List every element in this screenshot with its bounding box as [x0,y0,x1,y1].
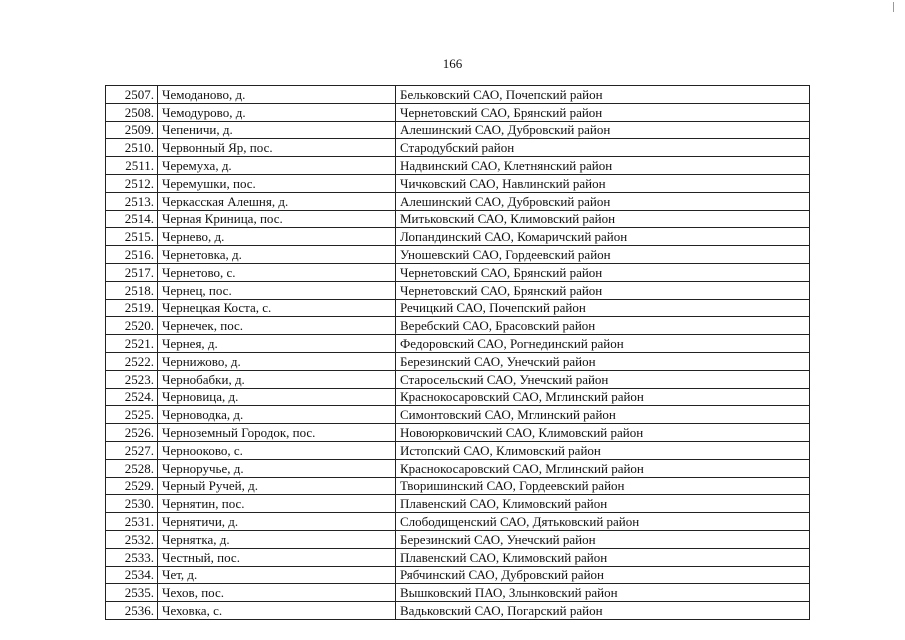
row-number: 2517. [106,263,158,281]
row-number: 2524. [106,388,158,406]
row-number: 2512. [106,174,158,192]
row-number: 2536. [106,602,158,620]
settlement-name: Чепеничи, д. [158,121,396,139]
table-row [106,406,810,424]
table-row [106,299,810,317]
row-number: 2510. [106,139,158,157]
district-name: Плавенский САО, Климовский район [396,495,810,513]
district-name: Уношевский САО, Гордеевский район [396,246,810,264]
row-number: 2520. [106,317,158,335]
row-number: 2515. [106,228,158,246]
settlement-name: Чернечек, пос. [158,317,396,335]
district-name: Алешинский САО, Дубровский район [396,192,810,210]
district-name: Речицкий САО, Почепский район [396,299,810,317]
table-row [106,281,810,299]
settlement-name: Червонный Яр, пос. [158,139,396,157]
district-name: Симонтовский САО, Мглинский район [396,406,810,424]
district-name: Чернетовский САО, Брянский район [396,263,810,281]
district-name: Чичковский САО, Навлинский район [396,174,810,192]
row-number: 2529. [106,477,158,495]
settlement-name: Черемуха, д. [158,157,396,175]
table-row [106,530,810,548]
settlement-name: Чернетово, с. [158,263,396,281]
district-name: Краснокосаровский САО, Мглинский район [396,388,810,406]
settlement-name: Чернобабки, д. [158,370,396,388]
scan-edge-mark [893,2,894,12]
table-row [106,352,810,370]
row-number: 2507. [106,86,158,104]
district-name: Плавенский САО, Климовский район [396,548,810,566]
table-row [106,441,810,459]
row-number: 2511. [106,157,158,175]
settlement-name: Чернея, д. [158,335,396,353]
district-name: Чернетовский САО, Брянский район [396,103,810,121]
settlement-name: Черный Ручей, д. [158,477,396,495]
settlement-name: Черноводка, д. [158,406,396,424]
district-name: Чернетовский САО, Брянский район [396,281,810,299]
district-name: Березинский САО, Унечский район [396,530,810,548]
district-name: Надвинский САО, Клетнянский район [396,157,810,175]
settlement-table-body [106,86,810,620]
district-name: Бельковский САО, Почепский район [396,86,810,104]
district-name: Вышковский ПАО, Злынковский район [396,584,810,602]
row-number: 2514. [106,210,158,228]
table-row [106,566,810,584]
district-name: Слободищенский САО, Дятьковский район [396,513,810,531]
district-name: Алешинский САО, Дубровский район [396,121,810,139]
settlement-name: Чернятичи, д. [158,513,396,531]
table-row [106,477,810,495]
table-row [106,121,810,139]
row-number: 2518. [106,281,158,299]
row-number: 2523. [106,370,158,388]
district-name: Веребский САО, Брасовский район [396,317,810,335]
row-number: 2535. [106,584,158,602]
settlement-table [105,85,810,620]
table-row [106,210,810,228]
settlement-name: Черемушки, пос. [158,174,396,192]
settlement-name: Чернятин, пос. [158,495,396,513]
row-number: 2527. [106,441,158,459]
district-name: Митьковский САО, Климовский район [396,210,810,228]
settlement-name: Чернятка, д. [158,530,396,548]
settlement-name: Чернец, пос. [158,281,396,299]
table-row [106,192,810,210]
row-number: 2516. [106,246,158,264]
district-name: Краснокосаровский САО, Мглинский район [396,459,810,477]
row-number: 2532. [106,530,158,548]
row-number: 2521. [106,335,158,353]
row-number: 2526. [106,424,158,442]
settlement-name: Чернижово, д. [158,352,396,370]
row-number: 2522. [106,352,158,370]
table-row [106,103,810,121]
row-number: 2533. [106,548,158,566]
row-number: 2531. [106,513,158,531]
page-number: 166 [442,56,463,71]
row-number: 2530. [106,495,158,513]
row-number: 2525. [106,406,158,424]
settlement-name: Черная Криница, пос. [158,210,396,228]
district-name: Новоюрковичский САО, Климовский район [396,424,810,442]
row-number: 2534. [106,566,158,584]
district-name: Стародубский район [396,139,810,157]
table-row [106,513,810,531]
district-name: Рябчинский САО, Дубровский район [396,566,810,584]
settlement-name: Чеховка, с. [158,602,396,620]
row-number: 2508. [106,103,158,121]
district-name: Старосельский САО, Унечский район [396,370,810,388]
table-row [106,335,810,353]
table-row [106,317,810,335]
table-row [106,602,810,620]
district-name: Истопский САО, Климовский район [396,441,810,459]
table-row [106,388,810,406]
table-row [106,157,810,175]
settlement-name: Чернетовка, д. [158,246,396,264]
settlement-name: Черноручье, д. [158,459,396,477]
table-row [106,584,810,602]
row-number: 2519. [106,299,158,317]
row-number: 2509. [106,121,158,139]
settlement-name: Черноземный Городок, пос. [158,424,396,442]
table-row [106,139,810,157]
settlement-name: Чернецкая Коста, с. [158,299,396,317]
table-row [106,246,810,264]
table-row [106,263,810,281]
settlement-name: Черкасская Алешня, д. [158,192,396,210]
table-row [106,424,810,442]
district-name: Федоровский САО, Рогнединский район [396,335,810,353]
district-name: Лопандинский САО, Комаричский район [396,228,810,246]
settlement-name: Чемодурово, д. [158,103,396,121]
settlement-name: Чехов, пос. [158,584,396,602]
table-row [106,174,810,192]
table-row [106,548,810,566]
settlement-name: Чернево, д. [158,228,396,246]
table-row [106,370,810,388]
settlement-name: Чернооково, с. [158,441,396,459]
settlement-name: Черновица, д. [158,388,396,406]
district-name: Творишинский САО, Гордеевский район [396,477,810,495]
table-row [106,228,810,246]
table-row [106,495,810,513]
district-name: Березинский САО, Унечский район [396,352,810,370]
row-number: 2528. [106,459,158,477]
district-name: Вадьковский САО, Погарский район [396,602,810,620]
table-row [106,459,810,477]
settlement-name: Чемоданово, д. [158,86,396,104]
settlement-name: Чет, д. [158,566,396,584]
settlement-name: Честный, пос. [158,548,396,566]
table-row [106,86,810,104]
row-number: 2513. [106,192,158,210]
